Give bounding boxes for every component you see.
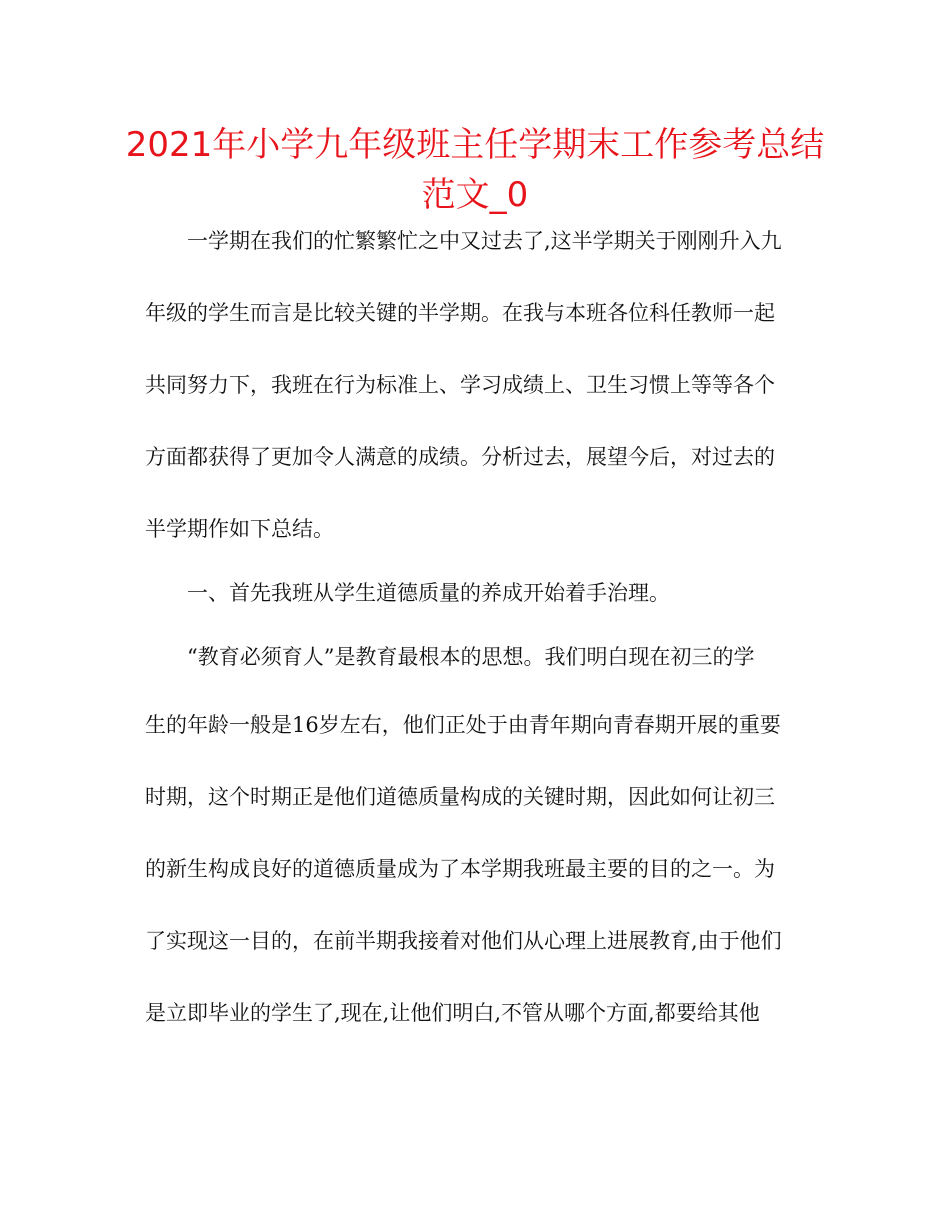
paragraph-line: “教育必须育人”是教育最根本的思想。我们明白现在初三的学 <box>187 645 755 669</box>
paragraph-line: 生的年龄一般是16岁左右，他们正处于由青年期向青春期开展的重要 <box>145 713 781 737</box>
paragraph-line: 是立即毕业的学生了,现在,让他们明白,不管从哪个方面,都要给其他 <box>145 1001 760 1025</box>
paragraph-line: 一学期在我们的忙繁繁忙之中又过去了,这半学期关于刚刚升入九 <box>187 229 782 253</box>
paragraph-line: 方面都获得了更加令人满意的成绩。分析过去，展望今后，对过去的 <box>145 445 775 469</box>
document-title <box>100 120 850 220</box>
paragraph-line: 的新生构成良好的道德质量成为了本学期我班最主要的目的之一。为 <box>145 857 775 881</box>
paragraph-line: 时期，这个时期正是他们道德质量构成的关键时期，因此如何让初三 <box>145 785 775 809</box>
title-line-1: 2021年小学九年级班主任学期末工作参考总结 <box>125 125 825 165</box>
title-line-2: 范文_0 <box>421 175 529 215</box>
paragraph-line: 年级的学生而言是比较关键的半学期。在我与本班各位科任教师一起 <box>145 301 775 325</box>
paragraph-line: 半学期作如下总结。 <box>145 517 334 541</box>
paragraph-line: 共同努力下，我班在行为标准上、学习成绩上、卫生习惯上等等各个 <box>145 373 775 397</box>
section-heading: 一、首先我班从学生道德质量的养成开始着手治理。 <box>187 581 670 605</box>
paragraph-line: 了实现这一目的，在前半期我接着对他们从心理上进展教育,由于他们 <box>145 929 782 953</box>
